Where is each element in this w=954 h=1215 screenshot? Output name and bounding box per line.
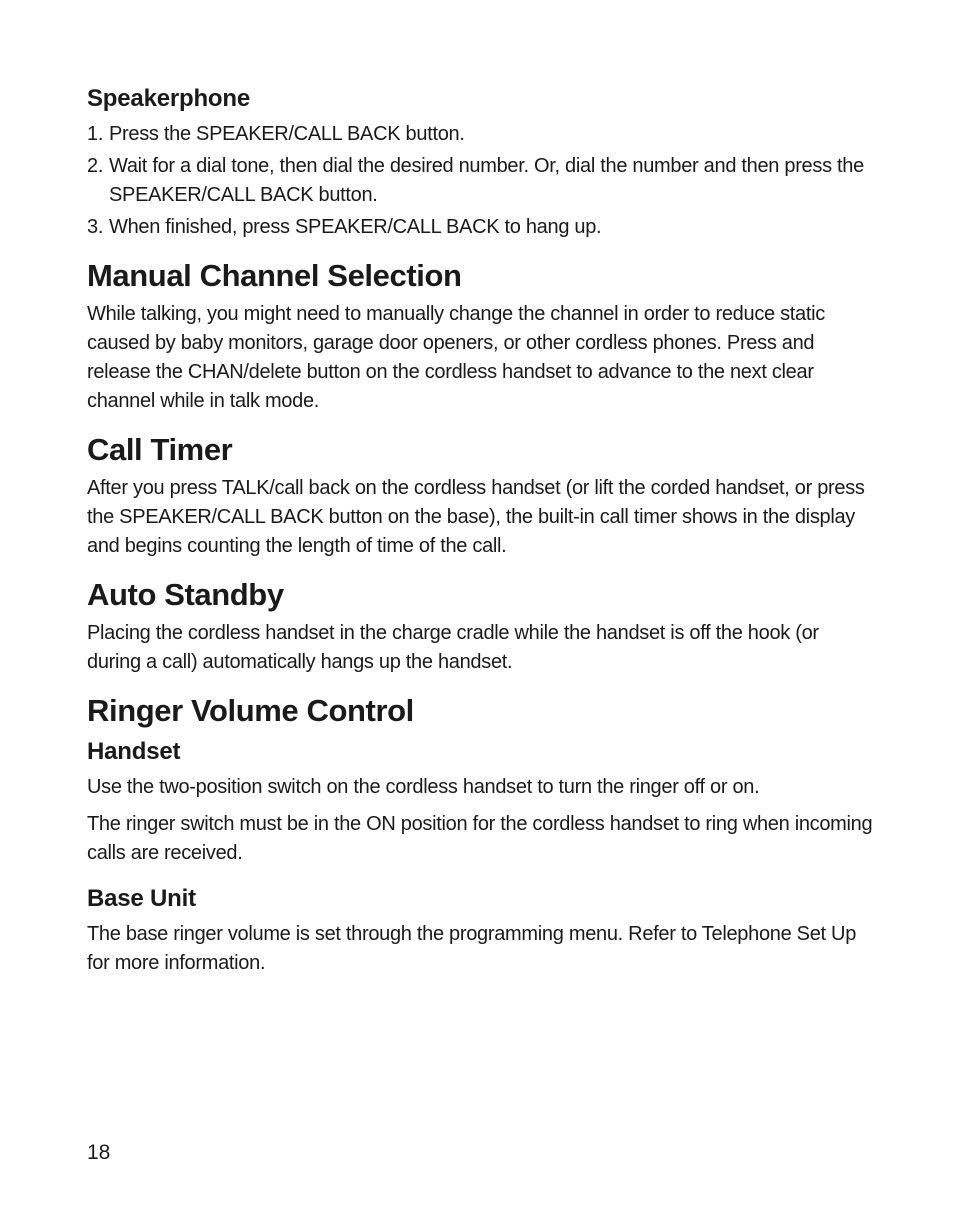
- step-item: [87, 213, 877, 242]
- step-text: Wait for a dial tone, then dial the desired number. Or, dial the number and then press the SPEAKER/CALL BACK button.: [109, 155, 864, 206]
- step-text: Press the SPEAKER/CALL BACK button.: [109, 123, 465, 145]
- manual-page: [87, 82, 877, 978]
- handset-body-2: The ringer switch must be in the ON position for the cordless handset to ring when incoming calls are received.: [87, 813, 873, 864]
- step-item: [87, 120, 877, 149]
- auto-standby-heading: Auto Standby: [87, 577, 284, 612]
- auto-standby-body: Placing the cordless handset in the charge cradle while the handset is off the hook (or during a call) automatically hangs up the handset.: [87, 622, 819, 673]
- ringer-volume-heading: Ringer Volume Control: [87, 693, 414, 728]
- speakerphone-steps: [87, 120, 877, 242]
- step-item: [87, 152, 877, 210]
- step-number: 3.: [87, 216, 104, 238]
- step-number: 1.: [87, 123, 104, 145]
- base-unit-heading: Base Unit: [87, 885, 196, 912]
- page-number: 18: [87, 1141, 111, 1164]
- step-text: When finished, press SPEAKER/CALL BACK to hang up.: [109, 216, 602, 238]
- base-unit-body: The base ringer volume is set through the programming menu. Refer to Telephone Set Up for more information.: [87, 923, 857, 974]
- manual-channel-body: While talking, you might need to manually change the channel in order to reduce static caused by baby monitors, garage door openers, or other cordless phones. Press and release the CHAN/delete button on the cordless handset to advance to the next clear channel while in talk mode.: [87, 303, 825, 412]
- handset-heading: Handset: [87, 738, 181, 765]
- call-timer-heading: Call Timer: [87, 432, 233, 467]
- step-number: 2.: [87, 155, 104, 177]
- manual-channel-heading: Manual Channel Selection: [87, 258, 462, 293]
- handset-body-1: Use the two-position switch on the cordless handset to turn the ringer off or on.: [87, 776, 760, 798]
- call-timer-body: After you press TALK/call back on the cordless handset (or lift the corded handset, or press the SPEAKER/CALL BACK button on the base), the built-in call timer shows in the display and begins counting the length of time of the call.: [87, 477, 865, 557]
- speakerphone-heading: Speakerphone: [87, 85, 250, 112]
